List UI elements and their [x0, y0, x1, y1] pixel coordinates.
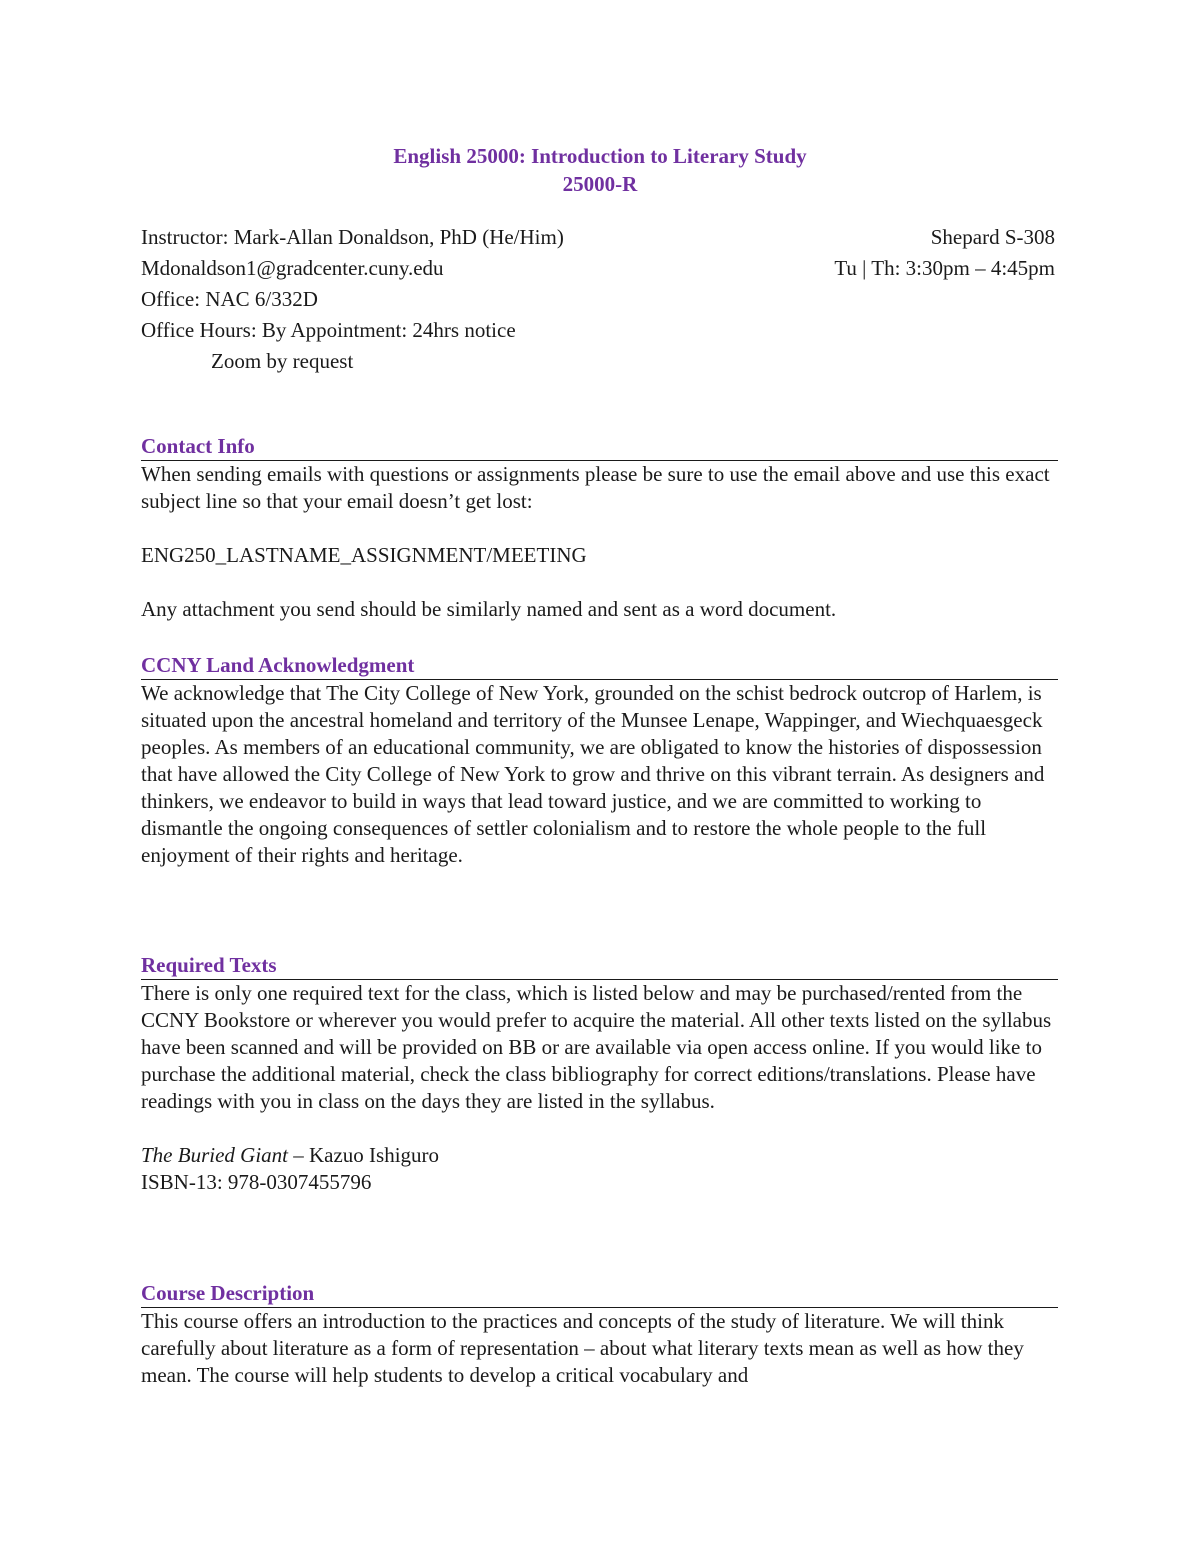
class-meeting-info	[834, 222, 1055, 284]
required-texts-text: There is only one required text for the class, which is listed below and may be purchased/rented from the CCNY Bookstore or wherever you would prefer to acquire the material. All other texts listed on the syllabus have been scanned and will be provided on BB or are available via open access online. If you would like to purchase the additional material, check the class bibliography for correct editions/translations. Please have readings with you in class on the days they are listed in the syllabus.	[141, 981, 1052, 1113]
book-author: – Kazuo Ishiguro	[288, 1143, 440, 1167]
course-section: 25000-R	[562, 172, 638, 196]
instructor-info	[141, 222, 564, 377]
zoom-note: Zoom by request	[211, 349, 354, 373]
land-acknowledgment-heading: CCNY Land Acknowledgment	[141, 651, 1058, 680]
class-room: Shepard S-308	[930, 225, 1055, 249]
course-title: English 25000: Introduction to Literary Study	[393, 144, 807, 168]
book-entry	[141, 1142, 1058, 1169]
course-description-section	[141, 1279, 1058, 1389]
instructor-name: Instructor: Mark-Allan Donaldson, PhD (He/Him)	[141, 225, 564, 249]
attachment-note: Any attachment you send should be similarly named and sent as a word document.	[141, 597, 837, 621]
land-acknowledgment-text: We acknowledge that The City College of New York, grounded on the schist bedrock outcrop of Harlem, is situated upon the ancestral homeland and territory of the Munsee Lenape, Wappinger, and Wiechquaesgeck peoples. As members of an educational community, we are obligated to know the histories of dispossession that have allowed the City College of New York to grow and thrive on this vibrant terrain. As designers and thinkers, we endeavor to build in ways that lead toward justice, and we are committed to working to dismantle the ongoing consequences of settler colonialism and to restore the whole people to the full enjoyment of their rights and heritage.	[141, 681, 1045, 867]
contact-heading: Contact Info	[141, 432, 1058, 461]
email-subject-line: ENG250_LASTNAME_ASSIGNMENT/MEETING	[141, 543, 587, 567]
course-description-heading: Course Description	[141, 1279, 1058, 1308]
contact-instructions: When sending emails with questions or assignments please be sure to use the email above and use this exact subject line so that your email doesn’t get lost:	[141, 462, 1050, 513]
office-location: Office: NAC 6/332D	[141, 287, 318, 311]
course-description-text: This course offers an introduction to the practices and concepts of the study of literature. We will think carefully about literature as a form of representation – about what literary texts mean as well as how they mean. The course will help students to develop a critical vocabulary and	[141, 1309, 1024, 1387]
book-isbn: ISBN-13: 978-0307455796	[141, 1170, 372, 1194]
land-acknowledgment-section	[141, 651, 1058, 869]
office-hours: Office Hours: By Appointment: 24hrs notice	[141, 318, 516, 342]
course-title-block	[0, 142, 1200, 198]
required-texts-section	[141, 951, 1058, 1196]
contact-section	[141, 432, 1058, 623]
class-schedule: Tu | Th: 3:30pm – 4:45pm	[834, 256, 1055, 280]
book-title: The Buried Giant	[141, 1143, 288, 1167]
required-texts-heading: Required Texts	[141, 951, 1058, 980]
instructor-email[interactable]: Mdonaldson1@gradcenter.cuny.edu	[141, 256, 444, 280]
